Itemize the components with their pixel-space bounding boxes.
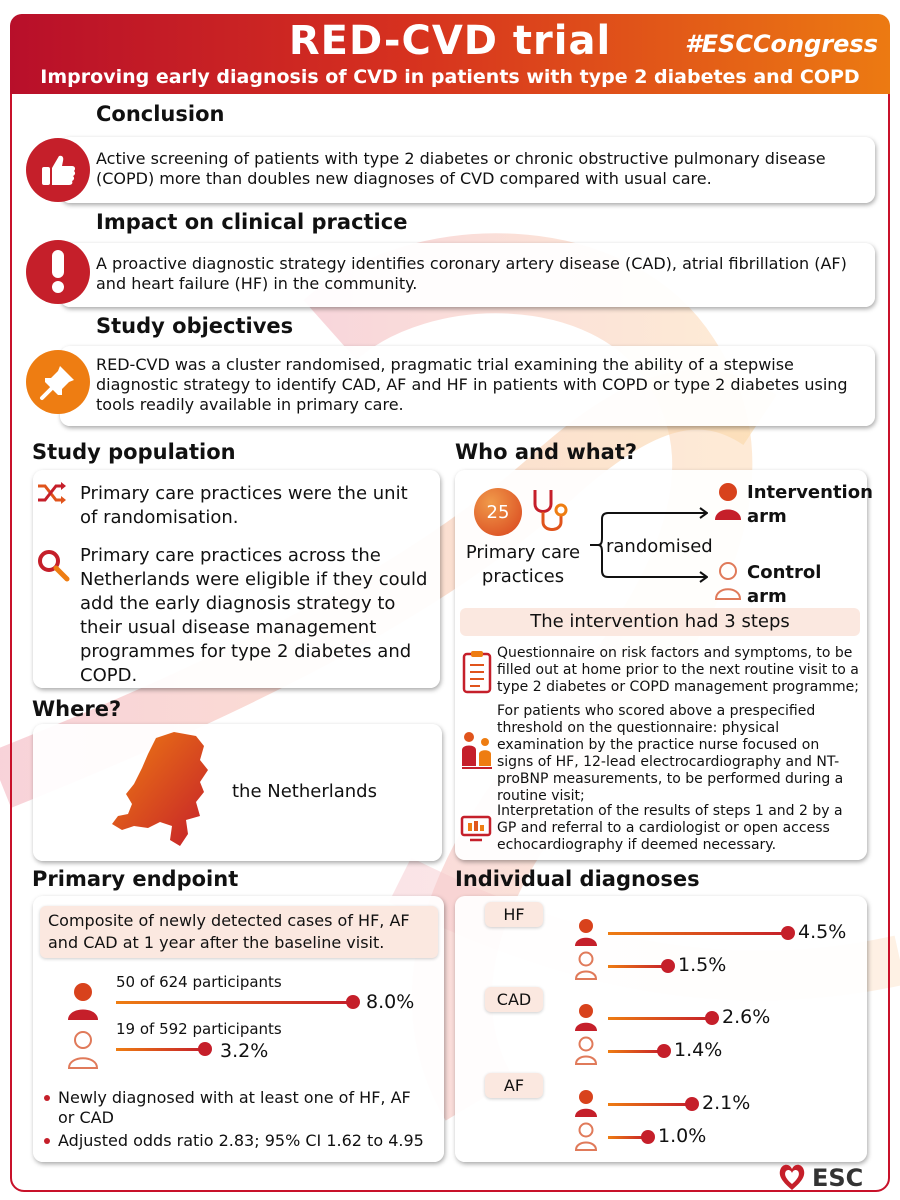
diagnosis-af-intervention-dot [685,1097,699,1111]
endpoint-bullet-1: Newly diagnosed with at least one of HF, AF or CAD [58,1088,428,1128]
endpoint-description-box [40,906,438,958]
diagnosis-af-intervention-pct: 2.1% [702,1092,751,1114]
control-person-icon [713,561,743,601]
hashtag: #ESCCongress [684,30,878,58]
endpoint-intervention-dot [346,995,360,1009]
diagnosis-cad-intervention-bar [608,1017,712,1020]
objectives-text: RED-CVD was a cluster randomised, pragmatic trial examining the ability of a stepwise diagnostic strategy to identify CAD, AF and HF in patients with COPD or type 2 diabetes using tools readily available in primary care. [96,355,848,414]
diagnosis-cad-intervention-pct: 2.6% [722,1006,771,1028]
impact-text: A proactive diagnostic strategy identifies coronary artery disease (CAD), atrial fibrillation (AF) and heart failure (HF) in the community. [96,254,847,293]
practices-label: Primary care practices [465,542,581,587]
diagnoses-heading: Individual diagnoses [455,867,700,891]
nurse-examination-icon [460,730,494,770]
thumbs-up-icon [26,138,90,202]
population-heading: Study population [32,440,236,464]
magnifier-icon [36,548,70,582]
endpoint-intervention-person-icon [66,982,100,1022]
diagnosis-cad-intervention-person-icon [574,1003,598,1033]
step-2-text: For patients who scored above a prespecified threshold on the questionnaire: physical examination by the practice nurse focused on signs of HF, 12-lead electrocardiography and NT-proBNP measurements, to be performed during a routine visit; [497,703,844,804]
diagnosis-hf-tag: HF [485,902,543,927]
stethoscope-icon [527,486,571,536]
questionnaire-icon [462,650,492,694]
diagnosis-cad-control-bar [608,1050,664,1053]
diagnosis-hf-intervention-pct: 4.5% [798,921,847,943]
diagnosis-hf-control-dot [661,959,675,973]
endpoint-control-dot [198,1042,212,1056]
diagnosis-af-tag: AF [485,1073,543,1098]
exclamation-icon [26,240,90,304]
objectives-heading: Study objectives [96,314,294,338]
diagnosis-hf-control-person-icon [574,951,598,981]
objectives-card [60,346,875,426]
population-item-eligibility: Primary care practices across the Netherlands were eligible if they could add the early diagnosis strategy to their usual disease management programmes for type 2 diabetes and COPD. [80,545,428,686]
endpoint-heading: Primary endpoint [32,867,239,891]
intervention-person-icon [713,482,743,522]
conclusion-text: Active screening of patients with type 2 diabetes or chronic obstructive pulmonary disease (COPD) more than doubles new diagnoses of CVD compared with usual care. [96,149,826,188]
diagnosis-hf-control-bar [608,965,668,968]
diagnosis-hf-intervention-person-icon [574,918,598,948]
diagnosis-hf-intervention-dot [781,926,795,940]
diagnosis-cad-control-pct: 1.4% [674,1039,723,1061]
esc-logo-text: ESC [812,1164,864,1192]
endpoint-control-person-icon [66,1030,100,1070]
step-3-text: Interpretation of the results of steps 1 and 2 by a GP and referral to a cardiologist or open access echocardiography if deemed necessary. [497,803,843,853]
endpoint-intervention-label: 50 of 624 participants [116,973,282,991]
shuffle-icon [36,481,68,505]
endpoint-control-pct: 3.2% [220,1040,269,1062]
control-arm-label: Control arm [747,562,822,607]
diagnosis-hf-control-pct: 1.5% [678,954,727,976]
endpoint-description: Composite of newly detected cases of HF, AF and CAD at 1 year after the baseline visit. [48,911,410,952]
where-heading: Where? [32,697,122,721]
computer-icon [460,815,492,843]
diagnosis-af-control-pct: 1.0% [658,1125,707,1147]
where-country: the Netherlands [232,781,377,802]
page-title: RED-CVD trial [288,18,612,64]
diagnosis-af-control-person-icon [574,1122,598,1152]
steps-title: The intervention had 3 steps [460,608,860,636]
intervention-arm-label: Intervention arm [747,482,873,527]
diagnosis-af-intervention-bar [608,1103,692,1106]
step-1-text: Questionnaire on risk factors and symptoms, to be filled out at home prior to the next routine visit to a type 2 diabetes or COPD management programme; [497,645,859,695]
diagnosis-cad-control-dot [657,1044,671,1058]
who-heading: Who and what? [455,440,638,464]
conclusion-card [60,137,875,203]
diagnosis-hf-intervention-bar [608,932,788,935]
netherlands-map-icon [104,730,216,848]
conclusion-heading: Conclusion [96,102,225,126]
diagnosis-cad-tag: CAD [485,987,543,1012]
diagnosis-af-control-dot [641,1130,655,1144]
esc-heart-logo-icon [778,1162,806,1192]
diagnosis-cad-intervention-dot [705,1011,719,1025]
diagnosis-af-intervention-person-icon [574,1089,598,1119]
practice-count-badge: 25 [474,488,522,536]
pushpin-icon [26,350,90,414]
diagnosis-cad-control-person-icon [574,1036,598,1066]
endpoint-control-label: 19 of 592 participants [116,1020,282,1038]
endpoint-bullet-2: Adjusted odds ratio 2.83; 95% CI 1.62 to 4.95 [58,1131,438,1151]
randomised-label: randomised [606,536,713,557]
endpoint-intervention-bar [116,1001,352,1004]
impact-card [60,243,875,307]
endpoint-intervention-pct: 8.0% [366,991,415,1013]
impact-heading: Impact on clinical practice [96,210,408,234]
endpoint-control-bar [116,1048,204,1051]
page-subtitle: Improving early diagnosis of CVD in patients with type 2 diabetes and COPD [40,66,860,88]
population-item-randomisation: Primary care practices were the unit of randomisation. [80,483,408,528]
